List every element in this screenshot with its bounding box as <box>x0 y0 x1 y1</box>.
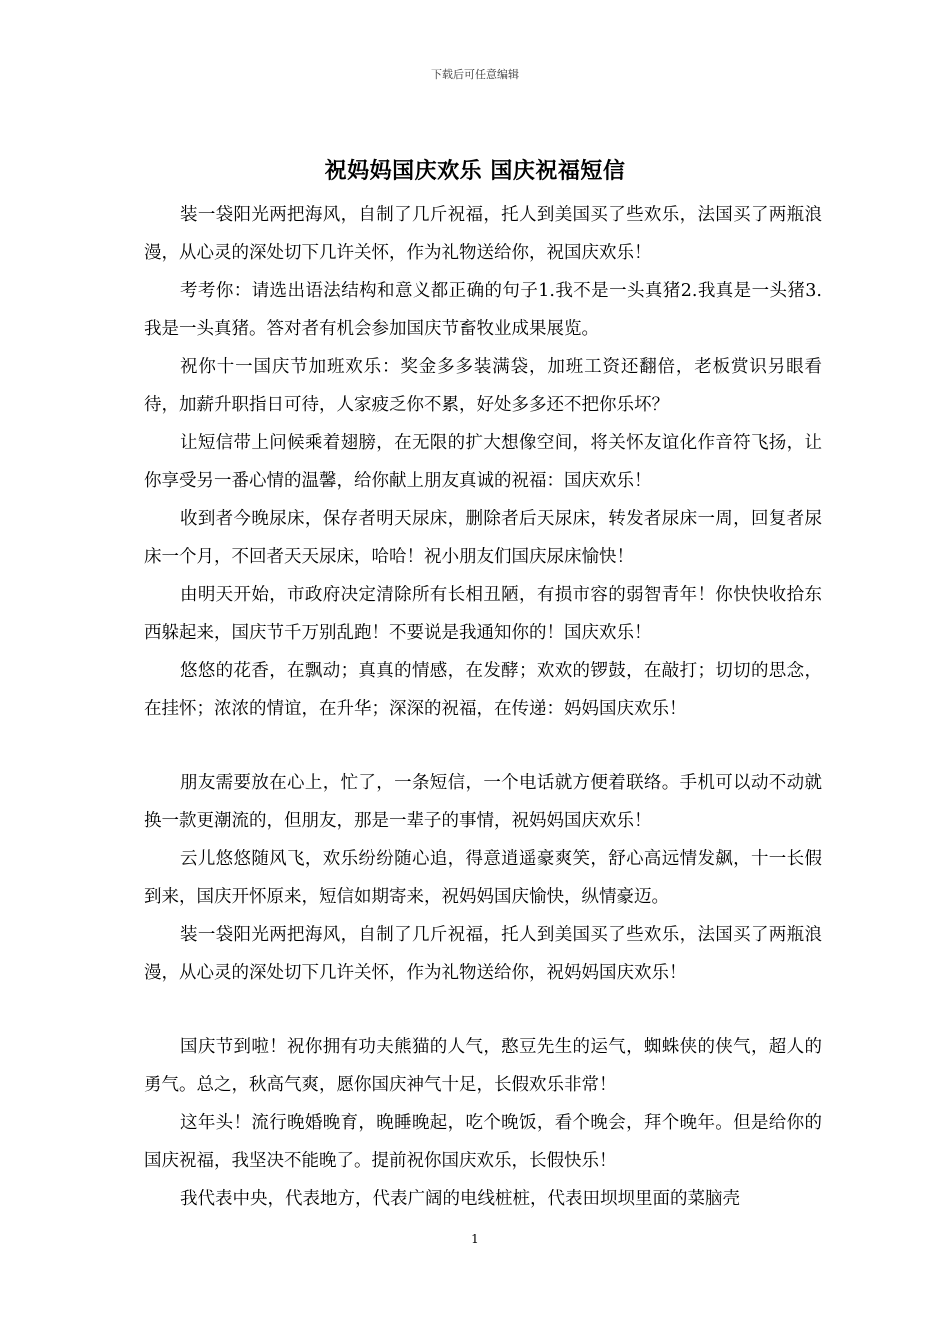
paragraph-spacer <box>144 728 822 764</box>
paragraph: 我代表中央，代表地方，代表广阔的电线桩桩，代表田坝坝里面的菜脑壳 <box>180 1189 740 1209</box>
paragraph: 悠悠的花香，在飘动；真真的情感，在发酵；欢欢的锣鼓，在敲打；切切的思念，在挂怀；浓浓的情谊，在升华；深深的祝福，在传递：妈妈国庆欢乐！ <box>144 661 822 719</box>
page-header-note: 下载后可任意编辑 <box>431 68 519 81</box>
paragraph: 云儿悠悠随风飞，欢乐纷纷随心追，得意逍遥豪爽笑，舒心高远情发飙，十一长假到来，国庆开怀原来，短信如期寄来，祝妈妈国庆愉快，纵情豪迈。 <box>144 849 822 907</box>
paragraph: 这年头！流行晚婚晚育，晚睡晚起，吃个晚饭，看个晚会，拜个晚年。但是给你的国庆祝福，我坚决不能晚了。提前祝你国庆欢乐，长假快乐！ <box>144 1113 822 1171</box>
paragraph: 朋友需要放在心上，忙了，一条短信，一个电话就方便着联络。手机可以动不动就换一款更潮流的，但朋友，那是一辈子的事情，祝妈妈国庆欢乐！ <box>144 773 822 831</box>
paragraph: 装一袋阳光两把海风，自制了几斤祝福，托人到美国买了些欢乐，法国买了两瓶浪漫，从心灵的深处切下几许关怀，作为礼物送给你，祝妈妈国庆欢乐！ <box>144 925 822 983</box>
paragraph: 由明天开始，市政府决定清除所有长相丑陋，有损市容的弱智青年！你快快收拾东西躲起来，国庆节千万别乱跑！不要说是我通知你的！国庆欢乐！ <box>144 585 822 643</box>
paragraph: 装一袋阳光两把海风，自制了几斤祝福，托人到美国买了些欢乐，法国买了两瓶浪漫，从心灵的深处切下几许关怀，作为礼物送给你，祝国庆欢乐！ <box>144 205 822 263</box>
paragraph: 国庆节到啦！祝你拥有功夫熊猫的人气，憨豆先生的运气，蜘蛛侠的侠气，超人的勇气。总之，秋高气爽，愿你国庆神气十足，长假欢乐非常！ <box>144 1037 822 1095</box>
paragraph: 收到者今晚尿床，保存者明天尿床，删除者后天尿床，转发者尿床一周，回复者尿床一个月，不回者天天尿床，哈哈！祝小朋友们国庆尿床愉快！ <box>144 509 822 567</box>
paragraph: 祝你十一国庆节加班欢乐：奖金多多装满袋，加班工资还翻倍，老板赏识另眼看待，加薪升职指日可待，人家疲乏你不累，好处多多还不把你乐坏？ <box>144 357 822 415</box>
paragraph-spacer <box>144 992 822 1028</box>
page-number: 1 <box>471 1232 479 1246</box>
document-body <box>144 196 822 1218</box>
paragraph: 考考你：请选出语法结构和意义都正确的句子1.我不是一头真猪2.我真是一头猪3.我是一头真猪。答对者有机会参加国庆节畜牧业成果展览。 <box>144 281 822 339</box>
document-title: 祝妈妈国庆欢乐 国庆祝福短信 <box>324 158 626 184</box>
paragraph: 让短信带上问候乘着翅膀，在无限的扩大想像空间，将关怀友谊化作音符飞扬，让你享受另一番心情的温馨，给你献上朋友真诚的祝福：国庆欢乐！ <box>144 433 822 491</box>
